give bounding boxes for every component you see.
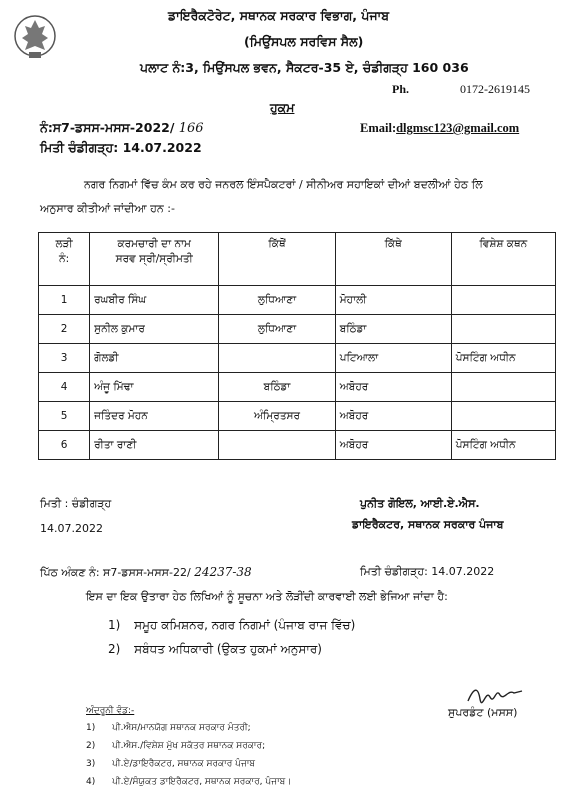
internal-item-text: ਪੀ.ਏ/ਡਾਇਰੈਕਟਰ, ਸਥਾਨਕ ਸਰਕਾਰ ਪੰਜਾਬ: [112, 759, 256, 769]
row-name: ਅੰਜੂ ਮਿੱਢਾ: [90, 373, 219, 402]
internal-title: ਅੰਦਰੂਨੀ ਵੰਡ:-: [86, 706, 135, 716]
row-name: ਸੁਨੀਲ ਕੁਮਾਰ: [90, 315, 219, 344]
order-number: [40, 120, 204, 136]
email-address: dlgmsc123@gmail.com: [396, 121, 520, 135]
internal-item-text: ਪੀ.ਐਸ./ਵਿਸ਼ੇਸ਼ ਮੁੱਖ ਸਕੱਤਰ ਸਥਾਨਕ ਸਰਕਾਰ;: [112, 741, 266, 751]
internal-item-num: 1): [86, 723, 96, 733]
row-to: ਮੋਹਾਲੀ: [335, 286, 451, 315]
header-name: [90, 233, 219, 286]
signoff-date: 14.07.2022: [40, 522, 103, 535]
row-remarks: [451, 286, 555, 315]
row-sr: 1: [39, 286, 90, 315]
row-to: ਅਬੋਹਰ: [335, 402, 451, 431]
table-row: [39, 286, 556, 315]
department-title: ਡਾਇਰੈਕਟੋਰੇਟ, ਸਥਾਨਕ ਸਰਕਾਰ ਵਿਭਾਗ, ਪੰਜਾਬ: [168, 8, 389, 23]
order-number-text: ਨੰ:ਸ7-ਡਸਸ-ਮਸਸ-2022/: [40, 120, 175, 135]
internal-item: [86, 741, 265, 751]
superintendent: ਸੁਪਰਡੰਟ (ਮਸਸ): [448, 706, 518, 719]
row-remarks: ਪੋਸਟਿੰਗ ਅਧੀਨ: [451, 344, 555, 373]
table-row: [39, 315, 556, 344]
table-row: [39, 431, 556, 460]
internal-item: [86, 723, 251, 733]
endorsement-number: [40, 565, 252, 580]
row-from: ਅੰਮ੍ਰਿਤਸਰ: [219, 402, 335, 431]
cell-title: (ਮਿਉਂਸਪਲ ਸਰਵਿਸ ਸੈਲ): [244, 34, 364, 49]
signoff-place: ਮਿਤੀ : ਚੰਡੀਗੜ੍ਹ: [40, 497, 112, 510]
punjab-emblem-icon: [12, 12, 58, 62]
row-from: ਲੁਧਿਆਣਾ: [219, 315, 335, 344]
email-label: Email:: [360, 121, 397, 135]
endorsement-date: ਮਿਤੀ ਚੰਡੀਗੜ੍ਹ: 14.07.2022: [360, 565, 495, 578]
header-remarks: ਵਿਸ਼ੇਸ਼ ਕਥਨ: [451, 233, 555, 286]
intro-line-2: ਅਨੁਸਾਰ ਕੀਤੀਆਂ ਜਾਂਦੀਆ ਹਨ :-: [40, 202, 175, 215]
row-sr: 2: [39, 315, 90, 344]
endorsement-item-text: ਸਬੰਧਤ ਅਧਿਕਾਰੀ (ਉਕਤ ਹੁਕਮਾਂ ਅਨੁਸਾਰ): [134, 642, 322, 656]
row-from: ਲੁਧਿਆਣਾ: [219, 286, 335, 315]
internal-item-num: 2): [86, 741, 96, 751]
header-sr-line2: ਨੰ:: [59, 253, 70, 265]
header-sr-line1: ਲੜੀ: [55, 238, 73, 250]
order-title: ਹੁਕਮ: [270, 100, 295, 115]
row-name: ਰੀਤਾ ਰਾਣੀ: [90, 431, 219, 460]
row-remarks: [451, 373, 555, 402]
header-from: ਕਿੱਥੋਂ: [219, 233, 335, 286]
table-header-row: [39, 233, 556, 286]
row-name: ਗੋਲਡੀ: [90, 344, 219, 373]
header-name-line2: ਸਰਵ ਸ੍ਰੀ/ਸ੍ਰੀਮਤੀ: [115, 253, 193, 265]
handwritten-signature-icon: [464, 683, 528, 707]
table-row: [39, 402, 556, 431]
row-sr: 5: [39, 402, 90, 431]
row-to: ਅਬੋਹਰ: [335, 373, 451, 402]
header-to: ਕਿੱਥੇ: [335, 233, 451, 286]
row-remarks: ਪੋਸਟਿੰਗ ਅਧੀਨ: [451, 431, 555, 460]
order-number-handwritten: 166: [178, 121, 204, 136]
signatory-name: ਪੁਨੀਤ ਗੋਇਲ, ਆਈ.ਏ.ਐਸ.: [360, 497, 480, 510]
header-sr: [39, 233, 90, 286]
transfer-table: [38, 232, 556, 460]
row-sr: 4: [39, 373, 90, 402]
table-row: [39, 344, 556, 373]
header-name-line1: ਕਰਮਚਾਰੀ ਦਾ ਨਾਮ: [117, 238, 191, 250]
order-date: ਮਿਤੀ ਚੰਡੀਗੜ੍ਹ: 14.07.2022: [40, 140, 202, 155]
row-sr: 3: [39, 344, 90, 373]
internal-item-text: ਪੀ.ਐਸ/ਮਾਨਯੋਗ ਸਥਾਨਕ ਸਰਕਾਰ ਮੰਤਰੀ;: [112, 723, 251, 733]
internal-item: [86, 777, 291, 787]
intro-line-1: ਨਗਰ ਨਿਗਮਾਂ ਵਿੱਚ ਕੰਮ ਕਰ ਰਹੇ ਜਨਰਲ ਇੰਸਪੈਕਟਰਾਂ / ਸੀਨੀਅਰ ਸਹਾਇਕਾਂ ਦੀਆਂ ਬਦਲੀਆਂ ਹੇਠ ਲਿ: [84, 178, 483, 191]
endorsement-item: [108, 618, 355, 633]
table-row: [39, 373, 556, 402]
row-to: ਅਬੋਹਰ: [335, 431, 451, 460]
signatory-designation: ਡਾਇਰੈਕਟਰ, ਸਥਾਨਕ ਸਰਕਾਰ ਪੰਜਾਬ: [352, 518, 504, 531]
endorsement-number-handwritten: 24237-38: [194, 565, 252, 579]
row-from: [219, 344, 335, 373]
row-name: ਜਤਿੰਦਰ ਮੋਹਨ: [90, 402, 219, 431]
endorsement-number-text: ਪਿੱਠ ਅੰਕਣ ਨੰ: ਸ7-ਡਸਸ-ਮਸਸ-22/: [40, 566, 191, 579]
row-from: [219, 431, 335, 460]
email: [360, 121, 519, 136]
endorsement-item-num: 1): [108, 618, 121, 632]
row-name: ਰਘਬੀਰ ਸਿੰਘ: [90, 286, 219, 315]
internal-item-num: 3): [86, 759, 96, 769]
office-address: ਪਲਾਟ ਨੰ:3, ਮਿਉਂਸਪਲ ਭਵਨ, ਸੈਕਟਰ-35 ਏ, ਚੰਡੀਗੜ੍ਹ 160 036: [140, 60, 469, 75]
row-remarks: [451, 402, 555, 431]
row-sr: 6: [39, 431, 90, 460]
internal-item-num: 4): [86, 777, 96, 787]
row-from: ਬਠਿੰਡਾ: [219, 373, 335, 402]
row-to: ਬਠਿੰਡਾ: [335, 315, 451, 344]
endorsement-item-num: 2): [108, 642, 121, 656]
internal-item: [86, 759, 255, 769]
phone-label: Ph.: [392, 82, 410, 96]
endorsement-item-text: ਸਮੂਹ ਕਮਿਸ਼ਨਰ, ਨਗਰ ਨਿਗਮਾਂ (ਪੰਜਾਬ ਰਾਜ ਵਿੱਚ): [134, 618, 356, 632]
endorsement-text: ਇਸ ਦਾ ਇਕ ਉਤਾਰਾ ਹੇਠ ਲਿਖਿਆਂ ਨੂੰ ਸੂਚਨਾ ਅਤੇ ਲੋੜੀਂਦੀ ਕਾਰਵਾਈ ਲਈ ਭੇਜਿਆ ਜਾਂਦਾ ਹੈ:: [86, 590, 448, 603]
row-remarks: [451, 315, 555, 344]
row-to: ਪਟਿਆਲਾ: [335, 344, 451, 373]
internal-item-text: ਪੀ.ਏ/ਸੰਯੁਕਤ ਡਾਇਰੈਕਟਰ, ਸਥਾਨਕ ਸਰਕਾਰ, ਪੰਜਾਬ।: [112, 777, 292, 787]
phone-number: 0172-2619145: [460, 82, 530, 96]
endorsement-item: [108, 642, 322, 657]
